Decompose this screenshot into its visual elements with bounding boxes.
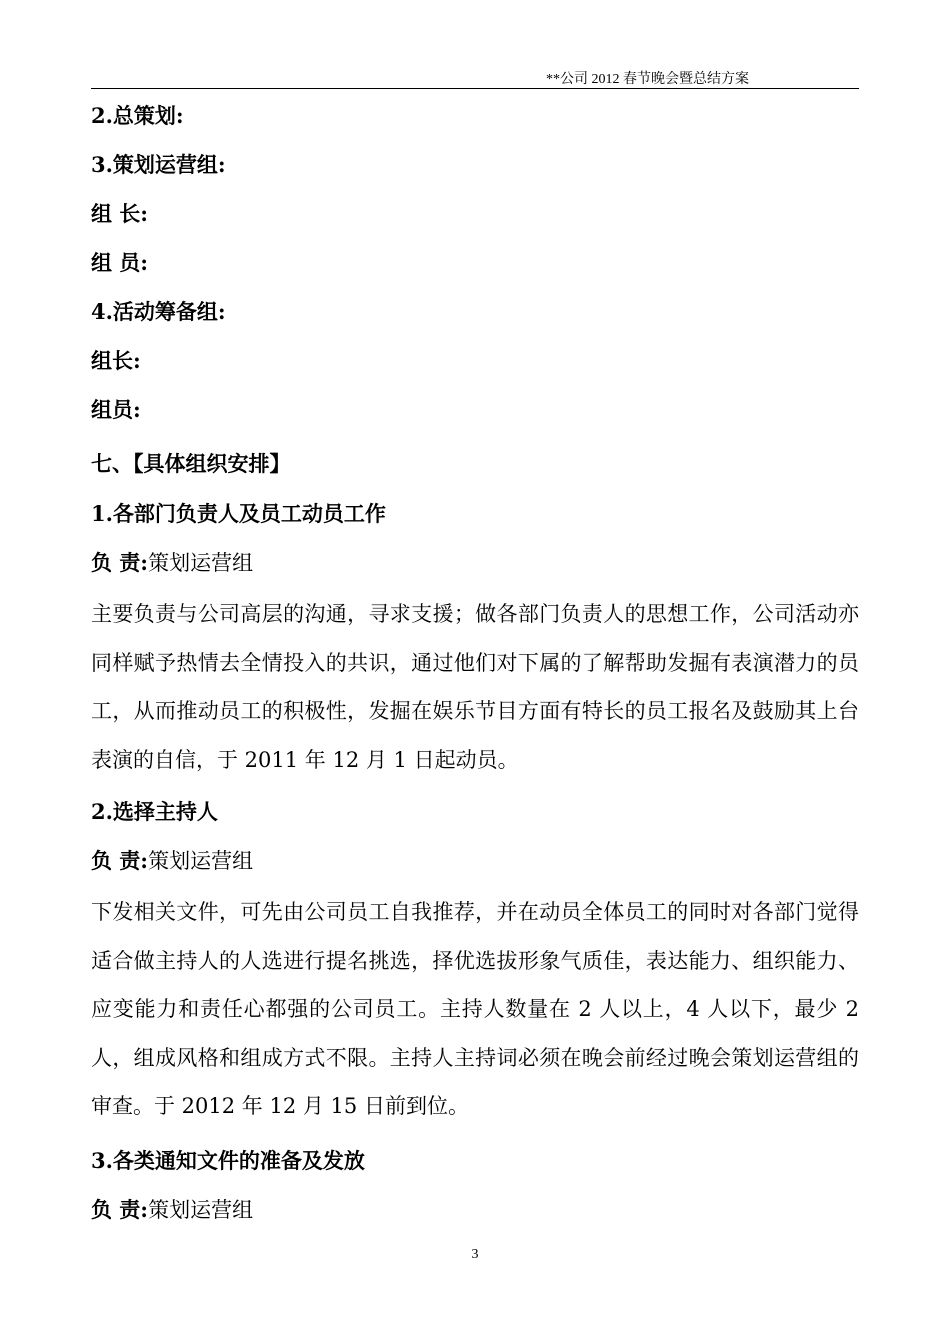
item3-responsible: [91, 1196, 253, 1224]
header-title: **公司 2012 春节晚会暨总结方案: [546, 72, 749, 87]
section-heading-7: 七、【具体组织安排】: [91, 451, 291, 476]
item3-resp-value: 策划运营组: [148, 1198, 254, 1222]
line-group-leader: 组 长:: [91, 201, 149, 226]
page-header: [91, 66, 859, 89]
line-prep-leader: 组长:: [91, 348, 141, 373]
item1-title: 1.各部门负责人及员工动员工作: [91, 501, 386, 526]
item2-resp-value: 策划运营组: [148, 849, 254, 873]
item1-resp-label: 负 责:: [91, 550, 149, 575]
item1-responsible: [91, 549, 253, 577]
page-number: 3: [471, 1247, 479, 1262]
item2-responsible: [91, 847, 253, 875]
line-preparation-group: 4.活动筹备组:: [91, 299, 226, 324]
line-planning-group: 3.策划运营组:: [91, 152, 226, 177]
item2-title: 2.选择主持人: [91, 799, 218, 824]
item1-resp-value: 策划运营组: [148, 551, 254, 575]
line-general-planner: 2.总策划:: [91, 103, 184, 128]
line-prep-member: 组员:: [91, 397, 141, 422]
item3-title: 3.各类通知文件的准备及发放: [91, 1148, 365, 1173]
item1-body: 主要负责与公司高层的沟通，寻求支援；做各部门负责人的思想工作，公司活动亦同样赋予热情去全情投入的共识，通过他们对下属的了解帮助发掘有表演潜力的员工，从而推动员工的积极性，发掘在娱乐节目方面有特长的员工报名及鼓励其上台表演的自信，于 2011 年 12 月 1 日起动员。: [91, 602, 859, 772]
item2-body: 下发相关文件，可先由公司员工自我推荐，并在动员全体员工的同时对各部门觉得适合做主持人的人选进行提名挑选，择优选拔形象气质佳，表达能力、组织能力、应变能力和责任心都强的公司员工。主持人数量在 2 人以上，4 人以下，最少 2 人，组成风格和组成方式不限。主持人主持词必须在晚会前经过晚会策划运营组的审查。于 2012 年 12 月 15 日前到位。: [91, 900, 859, 1118]
item2-resp-label: 负 责:: [91, 848, 149, 873]
item3-resp-label: 负 责:: [91, 1197, 149, 1222]
line-group-member: 组 员:: [91, 250, 149, 275]
